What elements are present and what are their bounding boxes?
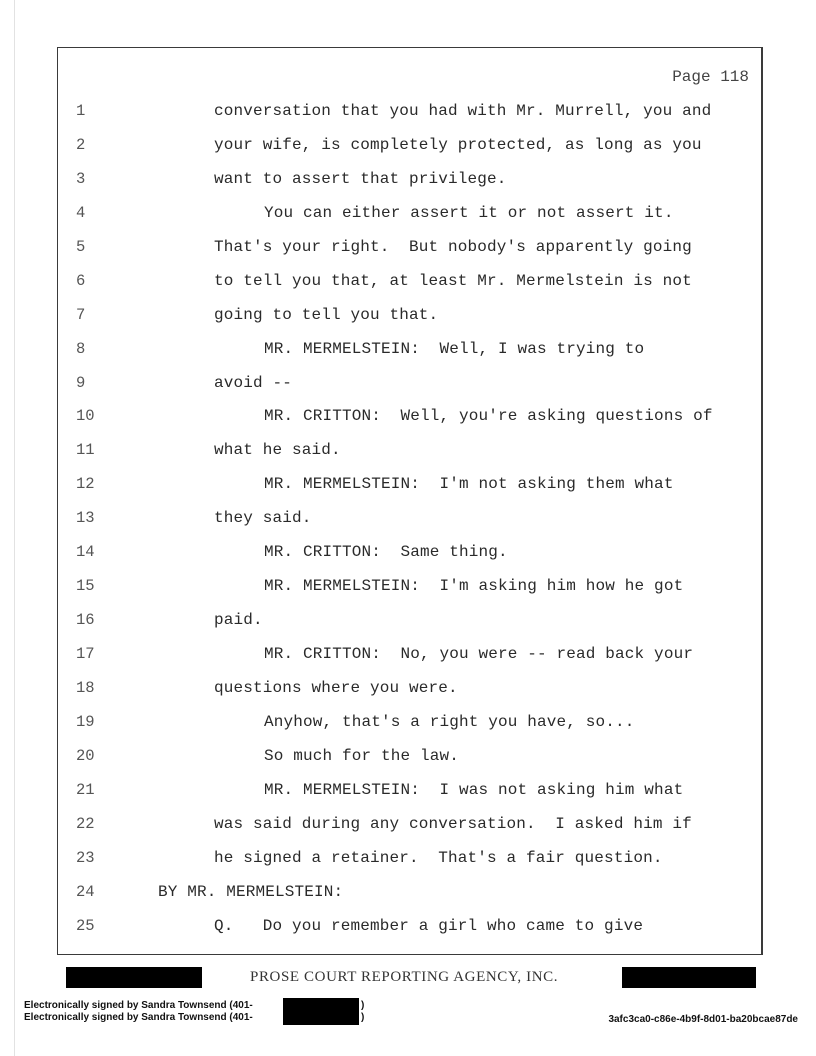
line-number: 21	[76, 780, 95, 799]
line-text: MR. MERMELSTEIN: I'm asking him how he got	[264, 577, 684, 596]
reporting-agency-name: PROSE COURT REPORTING AGENCY, INC.	[250, 969, 559, 985]
transcript-line	[58, 162, 761, 196]
line-number: 12	[76, 475, 95, 494]
line-text: going to tell you that.	[214, 305, 439, 324]
redaction-bar-left	[66, 967, 202, 988]
line-text: You can either assert it or not assert it.	[264, 203, 674, 222]
line-number: 18	[76, 678, 95, 697]
signature-paren-2: )	[361, 1012, 365, 1023]
line-text: avoid --	[214, 373, 293, 392]
transcript-line	[58, 399, 761, 433]
transcript-line	[58, 773, 761, 807]
line-text: your wife, is completely protected, as long as you	[214, 135, 702, 154]
line-number: 17	[76, 645, 95, 663]
transcript-line	[58, 467, 761, 501]
redaction-bar-right	[622, 967, 756, 988]
scan-edge-rule	[14, 0, 15, 1056]
transcript-line	[58, 569, 761, 603]
line-number: 11	[76, 441, 95, 460]
line-number: 16	[76, 611, 95, 630]
line-number: 4	[76, 203, 86, 222]
transcript-line	[58, 196, 761, 230]
transcript-line	[58, 841, 761, 875]
line-number: 5	[76, 237, 86, 256]
transcript-line	[58, 264, 761, 298]
transcript-line	[58, 230, 761, 264]
line-text: they said.	[214, 509, 312, 528]
transcript-line	[58, 298, 761, 332]
transcript-line	[58, 909, 761, 943]
transcript-line	[58, 875, 761, 909]
line-text: BY MR. MERMELSTEIN:	[158, 882, 344, 901]
transcript-line	[58, 501, 761, 535]
line-text: MR. MERMELSTEIN: I was not asking him what	[264, 780, 684, 799]
transcript-line	[58, 705, 761, 739]
transcript-line	[58, 671, 761, 705]
line-number: 6	[76, 271, 86, 290]
line-number: 1	[76, 102, 86, 120]
line-text: MR. MERMELSTEIN: I'm not asking them what	[264, 475, 674, 494]
line-number: 13	[76, 509, 95, 528]
line-text: Anyhow, that's a right you have, so...	[264, 712, 635, 731]
line-number: 22	[76, 814, 95, 833]
line-text: to tell you that, at least Mr. Mermelstein is not	[214, 271, 692, 290]
line-text: paid.	[214, 611, 263, 630]
transcript-line	[58, 637, 761, 671]
line-text: MR. CRITTON: No, you were -- read back your	[264, 645, 694, 663]
line-number: 23	[76, 848, 95, 867]
line-text: MR. CRITTON: Same thing.	[264, 543, 508, 562]
line-text: questions where you were.	[214, 678, 458, 697]
transcript-line	[58, 535, 761, 569]
line-number: 3	[76, 169, 86, 188]
line-text: want to assert that privilege.	[214, 169, 507, 188]
line-number: 15	[76, 577, 95, 596]
line-number: 2	[76, 135, 86, 154]
line-text: MR. MERMELSTEIN: Well, I was trying to	[264, 339, 645, 358]
line-text: Q. Do you remember a girl who came to give	[214, 916, 644, 935]
line-number: 14	[76, 543, 95, 562]
line-text: So much for the law.	[264, 746, 460, 765]
line-number: 24	[76, 882, 95, 901]
line-number: 10	[76, 407, 95, 426]
line-text: conversation that you had with Mr. Murrell, you and	[214, 102, 712, 120]
line-text: MR. CRITTON: Well, you're asking questions of	[264, 407, 713, 426]
transcript-lines	[58, 94, 761, 942]
signature-line-1: Electronically signed by Sandra Townsend (401-	[24, 1000, 253, 1011]
line-number: 20	[76, 746, 95, 765]
line-number: 25	[76, 916, 95, 935]
line-text: what he said.	[214, 441, 341, 460]
redaction-signature-phone	[283, 998, 359, 1025]
signature-paren-1: )	[361, 1000, 365, 1011]
transcript-line	[58, 433, 761, 467]
transcript-line	[58, 739, 761, 773]
line-number: 19	[76, 712, 95, 731]
document-id: 3afc3ca0-c86e-4b9f-8d01-ba20bcae87de	[608, 1014, 798, 1025]
transcript-line	[58, 128, 761, 162]
transcript-line	[58, 332, 761, 366]
line-number: 8	[76, 339, 86, 358]
transcript-line	[58, 603, 761, 637]
line-text: was said during any conversation. I asked him if	[214, 814, 692, 833]
signature-line-2: Electronically signed by Sandra Townsend (401-	[24, 1012, 253, 1023]
transcript-page-frame	[57, 47, 763, 955]
line-text: That's your right. But nobody's apparently going	[214, 237, 692, 256]
page-number: Page 118	[672, 68, 749, 86]
transcript-line	[58, 94, 761, 128]
transcript-line	[58, 807, 761, 841]
line-number: 7	[76, 305, 86, 324]
transcript-line	[58, 366, 761, 400]
line-text: he signed a retainer. That's a fair question.	[214, 848, 663, 867]
line-number: 9	[76, 373, 86, 392]
